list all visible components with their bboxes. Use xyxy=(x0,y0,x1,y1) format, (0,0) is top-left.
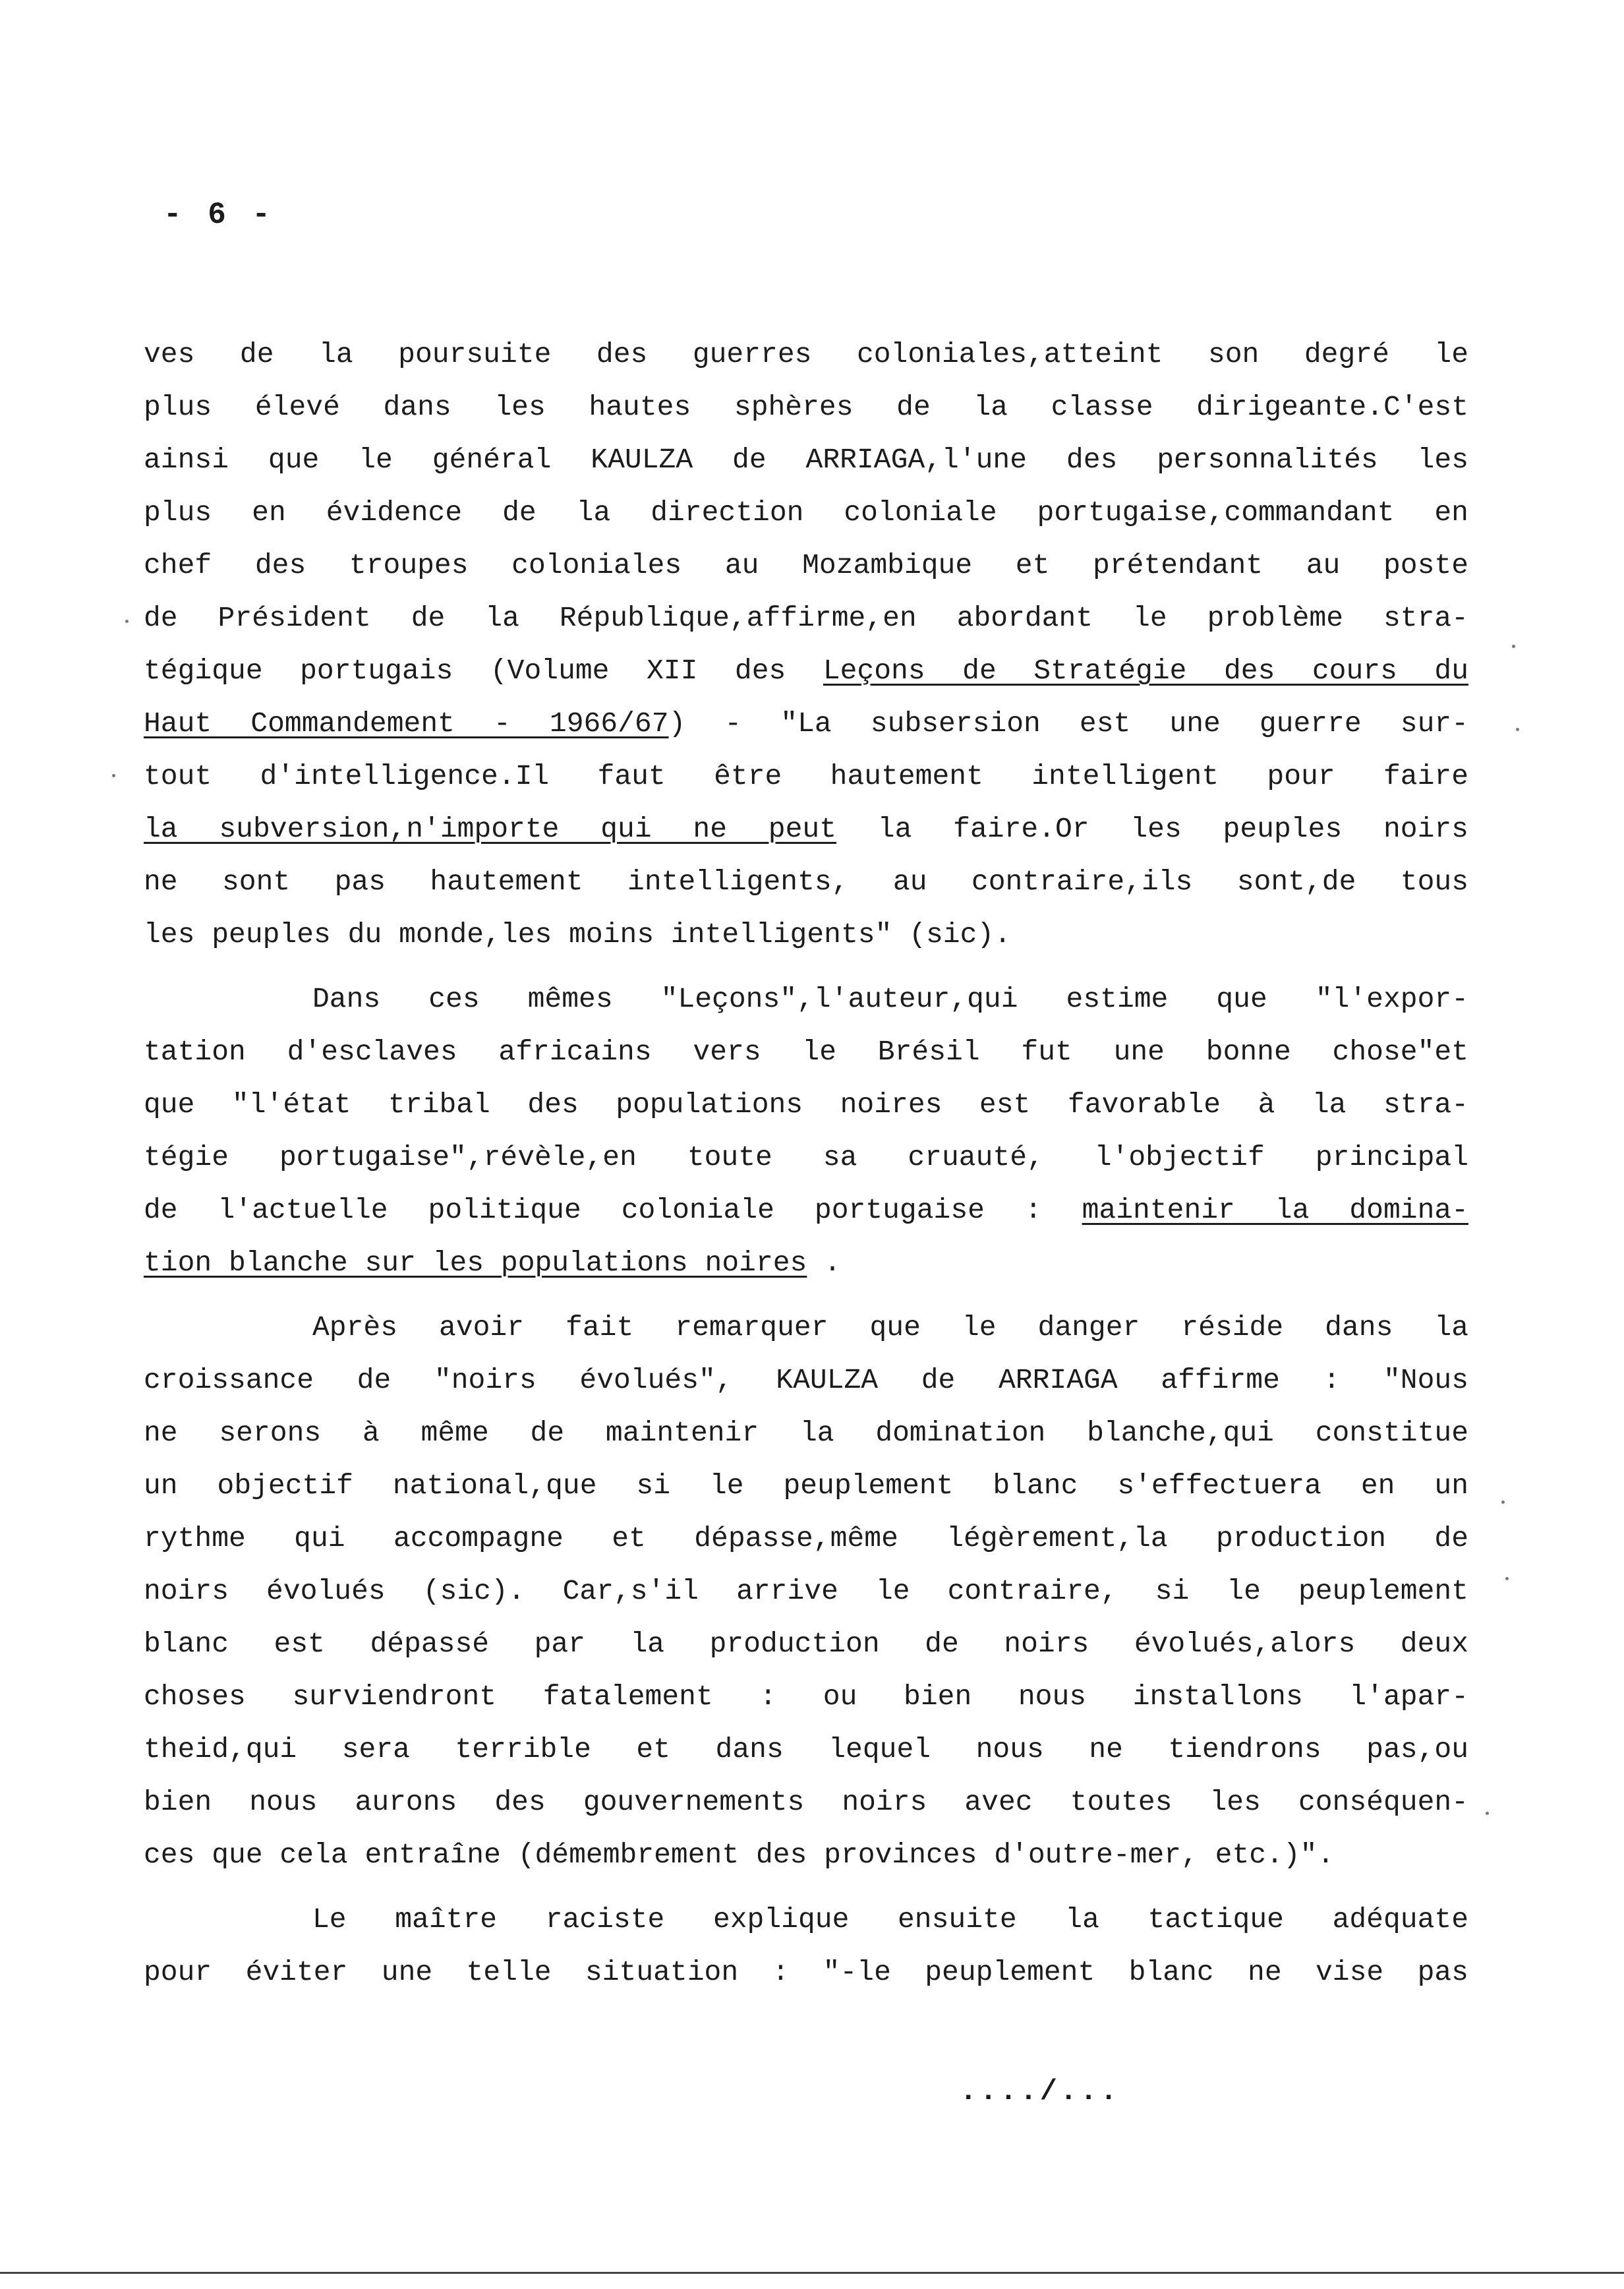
text-segment: . xyxy=(807,1247,841,1279)
document-body xyxy=(144,328,1468,1999)
text-line: choses surviendront fatalement : ou bien nous installons l'apar- xyxy=(144,1680,1468,1713)
scan-speck xyxy=(112,774,115,777)
scan-speck xyxy=(1501,1501,1505,1504)
text-line: Le maître raciste explique ensuite la tactique adéquate xyxy=(312,1903,1468,1936)
scan-speck xyxy=(1486,1812,1489,1815)
scan-speck xyxy=(1512,645,1515,648)
text-line: les peuples du monde,les moins intelligents" (sic). xyxy=(144,918,1012,951)
text-line: ne sont pas hautement intelligents, au contraire,ils sont,de tous xyxy=(144,866,1468,898)
text-line: croissance de "noirs évolués", KAULZA de ARRIAGA affirme : "Nous xyxy=(144,1364,1468,1396)
text-line xyxy=(144,1237,1468,1290)
text-line: ne serons à même de maintenir la domination blanche,qui constitue xyxy=(144,1417,1468,1449)
page-number: - 6 - xyxy=(163,198,275,232)
scan-speck xyxy=(1516,728,1519,731)
scan-speck xyxy=(1505,1577,1509,1580)
text-line: pour éviter une telle situation : "-le peuplement blanc ne vise pas xyxy=(144,1956,1468,1988)
underlined-phrase: maintenir la domina- xyxy=(1082,1194,1468,1226)
text-line: ves de la poursuite des guerres coloniales,atteint son degré le xyxy=(144,338,1468,371)
text-segment: de l'actuelle politique coloniale portugaise : xyxy=(144,1194,1082,1226)
text-line: tégie portugaise",révèle,en toute sa cruauté, l'objectif principal xyxy=(144,1141,1468,1174)
text-line: que "l'état tribal des populations noires est favorable à la stra- xyxy=(144,1088,1468,1121)
text-line: rythme qui accompagne et dépasse,même légèrement,la production de xyxy=(144,1522,1468,1555)
text-line: bien nous aurons des gouvernements noirs avec toutes les conséquen- xyxy=(144,1786,1468,1818)
paragraph-3 xyxy=(144,1301,1468,1882)
text-line: Après avoir fait remarquer que le danger réside dans la xyxy=(312,1311,1468,1344)
text-line: un objectif national,que si le peuplement blanc s'effectuera en un xyxy=(144,1470,1468,1502)
text-line xyxy=(144,803,1468,856)
scan-speck xyxy=(125,620,129,623)
text-line: blanc est dépassé par la production de noirs évolués,alors deux xyxy=(144,1628,1468,1660)
text-segment: ) - "La subsersion est une guerre sur- xyxy=(668,707,1468,740)
text-segment: la faire.Or les peuples noirs xyxy=(836,813,1468,845)
text-line: noirs évolués (sic). Car,s'il arrive le contraire, si le peuplement xyxy=(144,1575,1468,1607)
underlined-reference: Haut Commandement - 1966/67 xyxy=(144,707,669,740)
continuation-marker: ..../... xyxy=(960,2075,1120,2108)
underlined-phrase: la subversion,n'importe qui ne peut xyxy=(144,813,837,845)
text-line xyxy=(144,1184,1468,1237)
text-line: tout d'intelligence.Il faut être hautement intelligent pour faire xyxy=(144,760,1468,792)
paragraph-2 xyxy=(144,973,1468,1290)
text-line: de Président de la République,affirme,en abordant le problème stra- xyxy=(144,602,1468,634)
text-line: Dans ces mêmes "Leçons",l'auteur,qui estime que "l'expor- xyxy=(312,983,1468,1015)
text-line: tation d'esclaves africains vers le Brésil fut une bonne chose"et xyxy=(144,1036,1468,1068)
text-line: theid,qui sera terrible et dans lequel nous ne tiendrons pas,ou xyxy=(144,1733,1468,1766)
underlined-reference: Leçons de Stratégie des cours du xyxy=(823,655,1469,687)
text-line: chef des troupes coloniales au Mozambique et prétendant au poste xyxy=(144,549,1468,581)
paragraph-4 xyxy=(144,1893,1468,1999)
underlined-phrase: tion blanche sur les populations noires xyxy=(144,1247,807,1279)
text-line: plus en évidence de la direction coloniale portugaise,commandant en xyxy=(144,496,1468,529)
text-line: ces que cela entraîne (démembrement des provinces d'outre-mer, etc.)". xyxy=(144,1839,1335,1871)
text-line xyxy=(144,645,1468,698)
text-line xyxy=(144,698,1468,750)
bottom-rule xyxy=(0,2272,1624,2274)
text-line: plus élevé dans les hautes sphères de la classe dirigeante.C'est xyxy=(144,391,1468,423)
text-line: ainsi que le général KAULZA de ARRIAGA,l'une des personnalités les xyxy=(144,444,1468,476)
paragraph-1 xyxy=(144,328,1468,961)
text-segment: tégique portugais (Volume XII des xyxy=(144,655,823,687)
